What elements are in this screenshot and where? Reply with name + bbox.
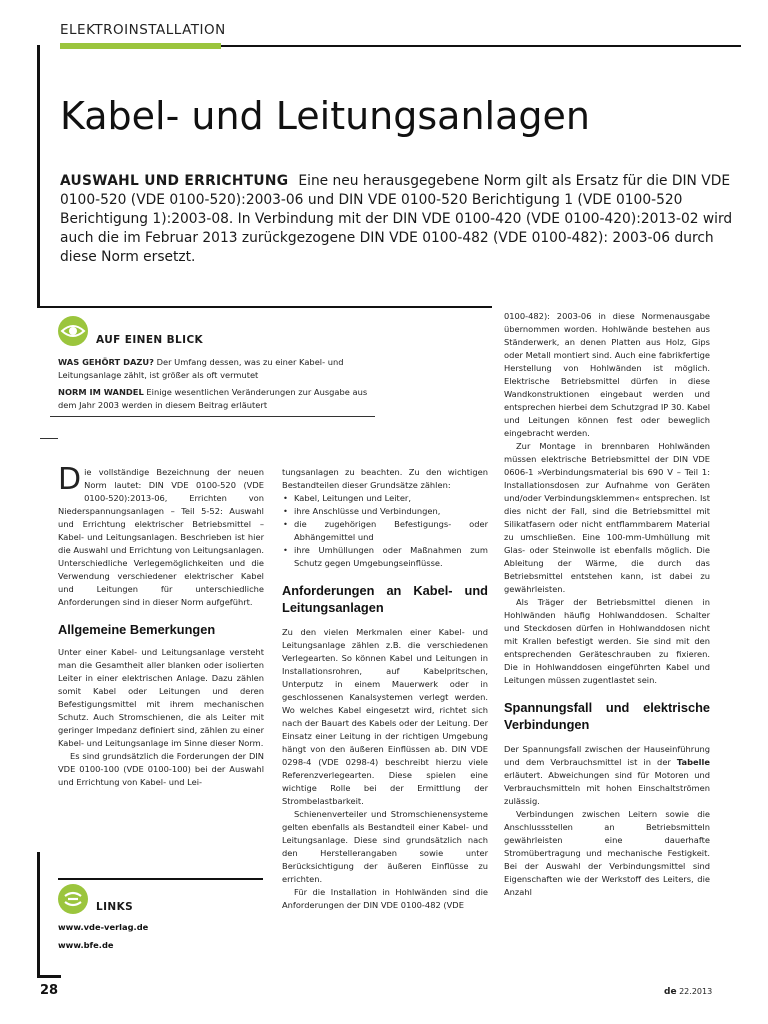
footer-rule xyxy=(37,975,61,978)
paragraph: Verbindungen zwischen Leitern sowie die Anschlussstellen an Betriebsmitteln gewährleisten eine dauerhafte Stromübertragung und mechanische Festigkeit. Bei der Auswahl der Verbindungsmittel sind Eigenschaften wie der Werkstoff des Leiters, die Anzahl xyxy=(504,809,710,897)
header-rule xyxy=(221,45,741,47)
magazine-logo: de xyxy=(664,987,677,997)
glance-rule xyxy=(50,416,375,417)
links-rule xyxy=(58,878,263,880)
link-vde-verlag[interactable]: www.vde-verlag.de xyxy=(58,922,149,932)
paragraph: Unter einer Kabel- und Leitungsanlage versteht man die Gesamtheit aller blanken oder isolierten Leiter in einer elektrischen Anlage. Dazu zählen somit Kabel oder Leitungen und deren Befestigungsmittel mit ihrem mechanischen Schutz. Auch Stromschienen, die als Leiter mit geringer Impedanz definiert sind, zählen zu einer Kabel- und Leitungsanlage im Sinne dieser Norm. xyxy=(58,647,264,748)
column-2 xyxy=(282,466,488,912)
link-bfe[interactable]: www.bfe.de xyxy=(58,940,114,950)
small-rule xyxy=(40,438,58,439)
table-reference: Tabelle xyxy=(676,757,710,767)
lead-paragraph xyxy=(60,172,740,267)
glance-label: WAS GEHÖRT DAZU? xyxy=(58,357,154,367)
glance-item-1 xyxy=(58,356,370,382)
paragraph: Für die Installation in Hohlwänden sind die Anforderungen der DIN VDE 0100-482 (VDE xyxy=(282,887,488,910)
paragraph: Zur Montage in brennbaren Hohlwänden müssen elektrische Betriebsmittel der DIN VDE 0606-1 »Verbindungsmaterial bis 690 V – Teil 1: Installationsdosen zur Aufnahme von Geräten und/oder Verbindungsklemmen« entsprechen. Ist dies nicht der Fall, sind die Betriebsmittel mit Silikatfasern oder nicht entflammbarem Material zu umschließen. Eine 100-mm-Umhüllung mit Glas- oder Steinwolle ist ebenfalls möglich. Die Ableitung der Wärme, die durch das Betriebsmittel entstehen kann, ist dabei zu gewährleisten. xyxy=(504,441,710,594)
bullet-list xyxy=(282,492,488,570)
page-number: 28 xyxy=(40,983,59,998)
left-rule-top xyxy=(37,45,40,307)
drop-cap: D xyxy=(58,462,82,497)
glance-label: NORM IM WANDEL xyxy=(58,387,144,397)
paragraph: Zu den vielen Merkmalen einer Kabel- und Leitungsanlage zählen z.B. die verschiedenen Verlegearten. So können Kabel und Leitungen in Installationsrohren, auf Kabelpritschen, Unterputz in einem Mauerwerk oder in geschlossenen Kanalsystemen verlegt werden. Wo welches Kabel eingesetzt wird, richtet sich nach der Bauart des Kabels oder der Leitung. Der Einsatz einer Leitung in der richtigen Umgebung hängt von den äußeren Einflüssen ab. DIN VDE 0298-4 (VDE 0298-4) beschreibt hierzu viele Referenzverlegearten. Diese spielen eine wichtige Rolle bei der Ermittlung der Strombelastbarkeit. xyxy=(282,627,489,806)
lead-kicker: AUSWAHL UND ERRICHTUNG xyxy=(60,173,289,189)
intro-rule xyxy=(37,306,492,308)
issue-label xyxy=(664,987,712,997)
column-3 xyxy=(504,310,710,899)
links-title: LINKS xyxy=(96,901,134,913)
left-rule-bottom xyxy=(37,852,40,977)
section-label: ELEKTROINSTALLATION xyxy=(60,22,226,38)
list-item: • die zugehörigen Befestigungs- oder Abhängemittel und xyxy=(283,519,488,542)
article-title: Kabel- und Leitungsanlagen xyxy=(60,94,590,138)
glance-title: AUF EINEN BLICK xyxy=(96,334,204,346)
list-item: • ihre Umhüllungen oder Maßnahmen zum Schutz gegen Umgebungseinflüsse. xyxy=(283,545,488,568)
paragraph: Der Spannungsfall zwischen der Hauseinführung und dem Verbrauchsmittel ist in der Tabelle erläutert. Abweichungen sind für Motoren und Verbrauchsmitteln mit hohen Einschaltströmen zulässig. xyxy=(504,744,710,806)
link-icon xyxy=(58,884,88,914)
glance-text: Der Umfang dessen, was zu einer Kabel- und Leitungsanlage zählt, ist größer als oft vermutet xyxy=(58,357,344,380)
list-item: • ihre Anschlüsse und Verbindungen, xyxy=(283,506,441,516)
paragraph: Als Träger der Betriebsmittel dienen in Hohlwänden häufig Hohlwanddosen. Schalter und Steckdosen dürfen in Hohlwanddosen nicht mit Krallen befestigt werden. Sie sind mit den entsprechenden Geräteschrauben zu fixieren. Die in Hohlwanddosen eingeführten Kabel und Leitungen müssen zugentlastet sein. xyxy=(504,597,710,685)
glance-item-2 xyxy=(58,386,370,412)
heading-spannungsfall: Spannungsfall und elektrische Verbindungen xyxy=(504,700,710,732)
column-1 xyxy=(58,462,264,789)
list-item: • Kabel, Leitungen und Leiter, xyxy=(283,493,411,503)
accent-bar xyxy=(60,43,221,49)
paragraph: Es sind grundsätzlich die Forderungen der DIN VDE 0100-100 (VDE 0100-100) bei der Auswahl und Errichtung von Kabel- und Lei- xyxy=(58,751,264,787)
heading-anforderungen: Anforderungen an Kabel- und Leitungsanlagen xyxy=(282,583,488,615)
intro-text: ie vollständige Bezeichnung der neuen Norm lautet: DIN VDE 0100-520 (VDE 0100-520):2013-06, Errichten von Niederspannungsanlagen – Teil 5-52: Auswahl und Errichtung elektrischer Betriebsmittel – Kabel- und Leitungsanlagen. Beschrieben ist hier die Auswahl und Errichtung von Leitungsanlagen. Unterschiedliche Verlegemöglichkeiten und die Verwendung verschiedener elektrischer Kabel und Leitungen für unterschiedliche Anforderungen sind in dieser Norm aufgeführt. xyxy=(58,467,264,607)
paragraph: tungsanlagen zu beachten. Zu den wichtigen Bestandteilen dieser Grundsätze zählen: xyxy=(282,467,488,490)
heading-allgemeine: Allgemeine Bemerkungen xyxy=(58,622,216,637)
issue-number: 22.2013 xyxy=(679,987,713,996)
eye-icon xyxy=(58,316,88,346)
paragraph: 0100-482): 2003-06 in diese Normenausgabe übernommen worden. Hohlwände bestehen aus Ständerwerk, an denen Platten aus Holz, Gips oder Metall montiert sind. Auch eine fabrikfertige Herstellung von Hohlwänden ist möglich. Elektrische Betriebsmittel dürfen in diese Wandkonstruktionen eingebaut werden und entsprechen hierbei dem Schutzgrad IP 30. Kabel und Leitungen können fest oder beweglich eingebracht werden. xyxy=(504,311,710,438)
lead-text: Eine neu herausgegebene Norm gilt als Ersatz für die DIN VDE 0100-520 (VDE 0100-520):2003-06 und DIN VDE 0100-520 Berichtigung 1 (VDE 0100-520 Berichtigung 1):2003-08. In Verbindung mit der DIN VDE 0100-420 (VDE 0100-420):2013-02 wird auch die im Februar 2013 zurückgezogene DIN VDE 0100-482 (VDE 0100-482): 2003-06 durch diese Norm ersetzt. xyxy=(60,173,733,265)
glance-text: Einige wesentlichen Veränderungen zur Ausgabe aus dem Jahr 2003 werden in diesem Beitrag erläutert xyxy=(58,387,368,410)
paragraph: Schienenverteiler und Stromschienensysteme gelten ebenfalls als Bestandteil einer Kabel- und Leitungsanlage. Diese sind grundsätzlich nach den Herstellerangaben sowie unter Berücksichtigung der äußeren Einflüsse zu errichten. xyxy=(282,809,488,884)
